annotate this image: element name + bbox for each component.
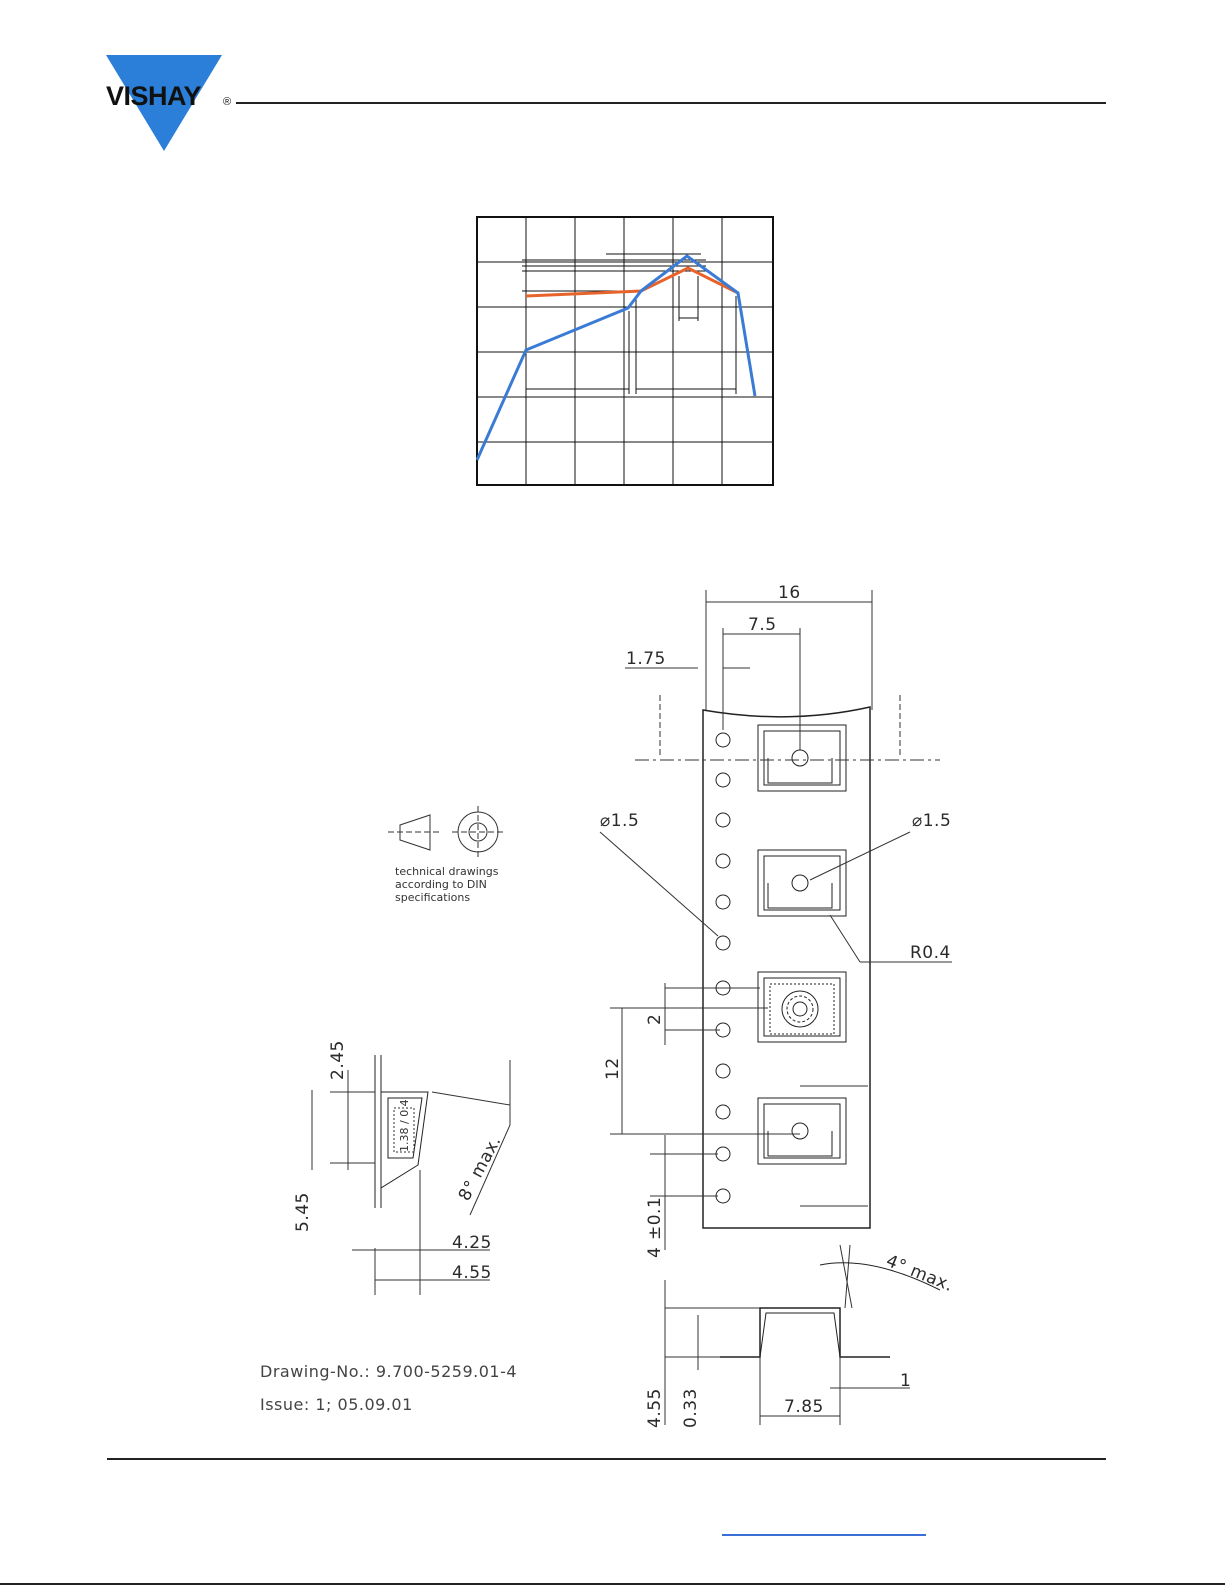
header-rule [236,102,1106,104]
din-note-line2: according to DIN [395,878,487,891]
din-projection-symbol [388,806,504,858]
dim-wall: 1 [900,1371,912,1391]
footer-rule [107,1458,1106,1460]
dim-tape-thickness: 0.33 [681,1388,701,1428]
dim-cavity-depth: 4.55 [645,1388,665,1428]
dim-cavity-diameter: ⌀1.5 [912,811,952,831]
pocket-1 [758,725,846,791]
dim-center-offset: 7.5 [748,615,777,635]
vishay-logo-text: VISHAY [106,81,202,111]
drawing-issue: Issue: 1; 05.09.01 [260,1395,413,1414]
dim-body-height: 5.45 [293,1192,313,1232]
din-note-line3: specifications [395,891,471,904]
dim-pocket-pitch: 12 [603,1057,623,1080]
dim-tape-width: 16 [778,583,801,603]
section-outline [720,1308,890,1357]
footer-link-underline[interactable] [722,1534,926,1536]
dim-half-pitch: 2 [645,1013,665,1025]
sprocket-holes [716,733,730,1203]
tape-drawing [240,580,980,1440]
pocket-3-with-component [758,972,846,1042]
din-note-line1: technical drawings [395,865,499,878]
dim-sprocket-diameter: ⌀1.5 [600,811,640,831]
dim-taper-angle: 4° max. [883,1251,957,1297]
pocket-4 [758,1098,846,1164]
drawing-number: Drawing-No.: 9.700-5259.01-4 [260,1362,518,1381]
dim-sprocket-pitch: 4 [645,1246,665,1258]
reflow-profile-chart [476,216,774,486]
dim-outer-depth: 4.55 [452,1263,492,1283]
dim-cover-height: 2.45 [328,1040,348,1080]
component-marking: 1.38 / 0.4 [398,1099,411,1152]
dim-pocket-width: 7.85 [784,1397,824,1417]
dim-corner-radius: R0.4 [910,943,951,963]
pocket-2 [758,850,846,916]
registered-mark: ® [223,96,232,108]
dim-side-angle: 8° max. [454,1132,506,1205]
vishay-logo [104,55,234,151]
chart-frame [477,217,773,485]
dim-edge-offset: 1.75 [626,649,666,669]
dim-sprocket-pitch-tol: ±0.1 [645,1196,665,1240]
dim-inner-depth: 4.25 [452,1233,492,1253]
